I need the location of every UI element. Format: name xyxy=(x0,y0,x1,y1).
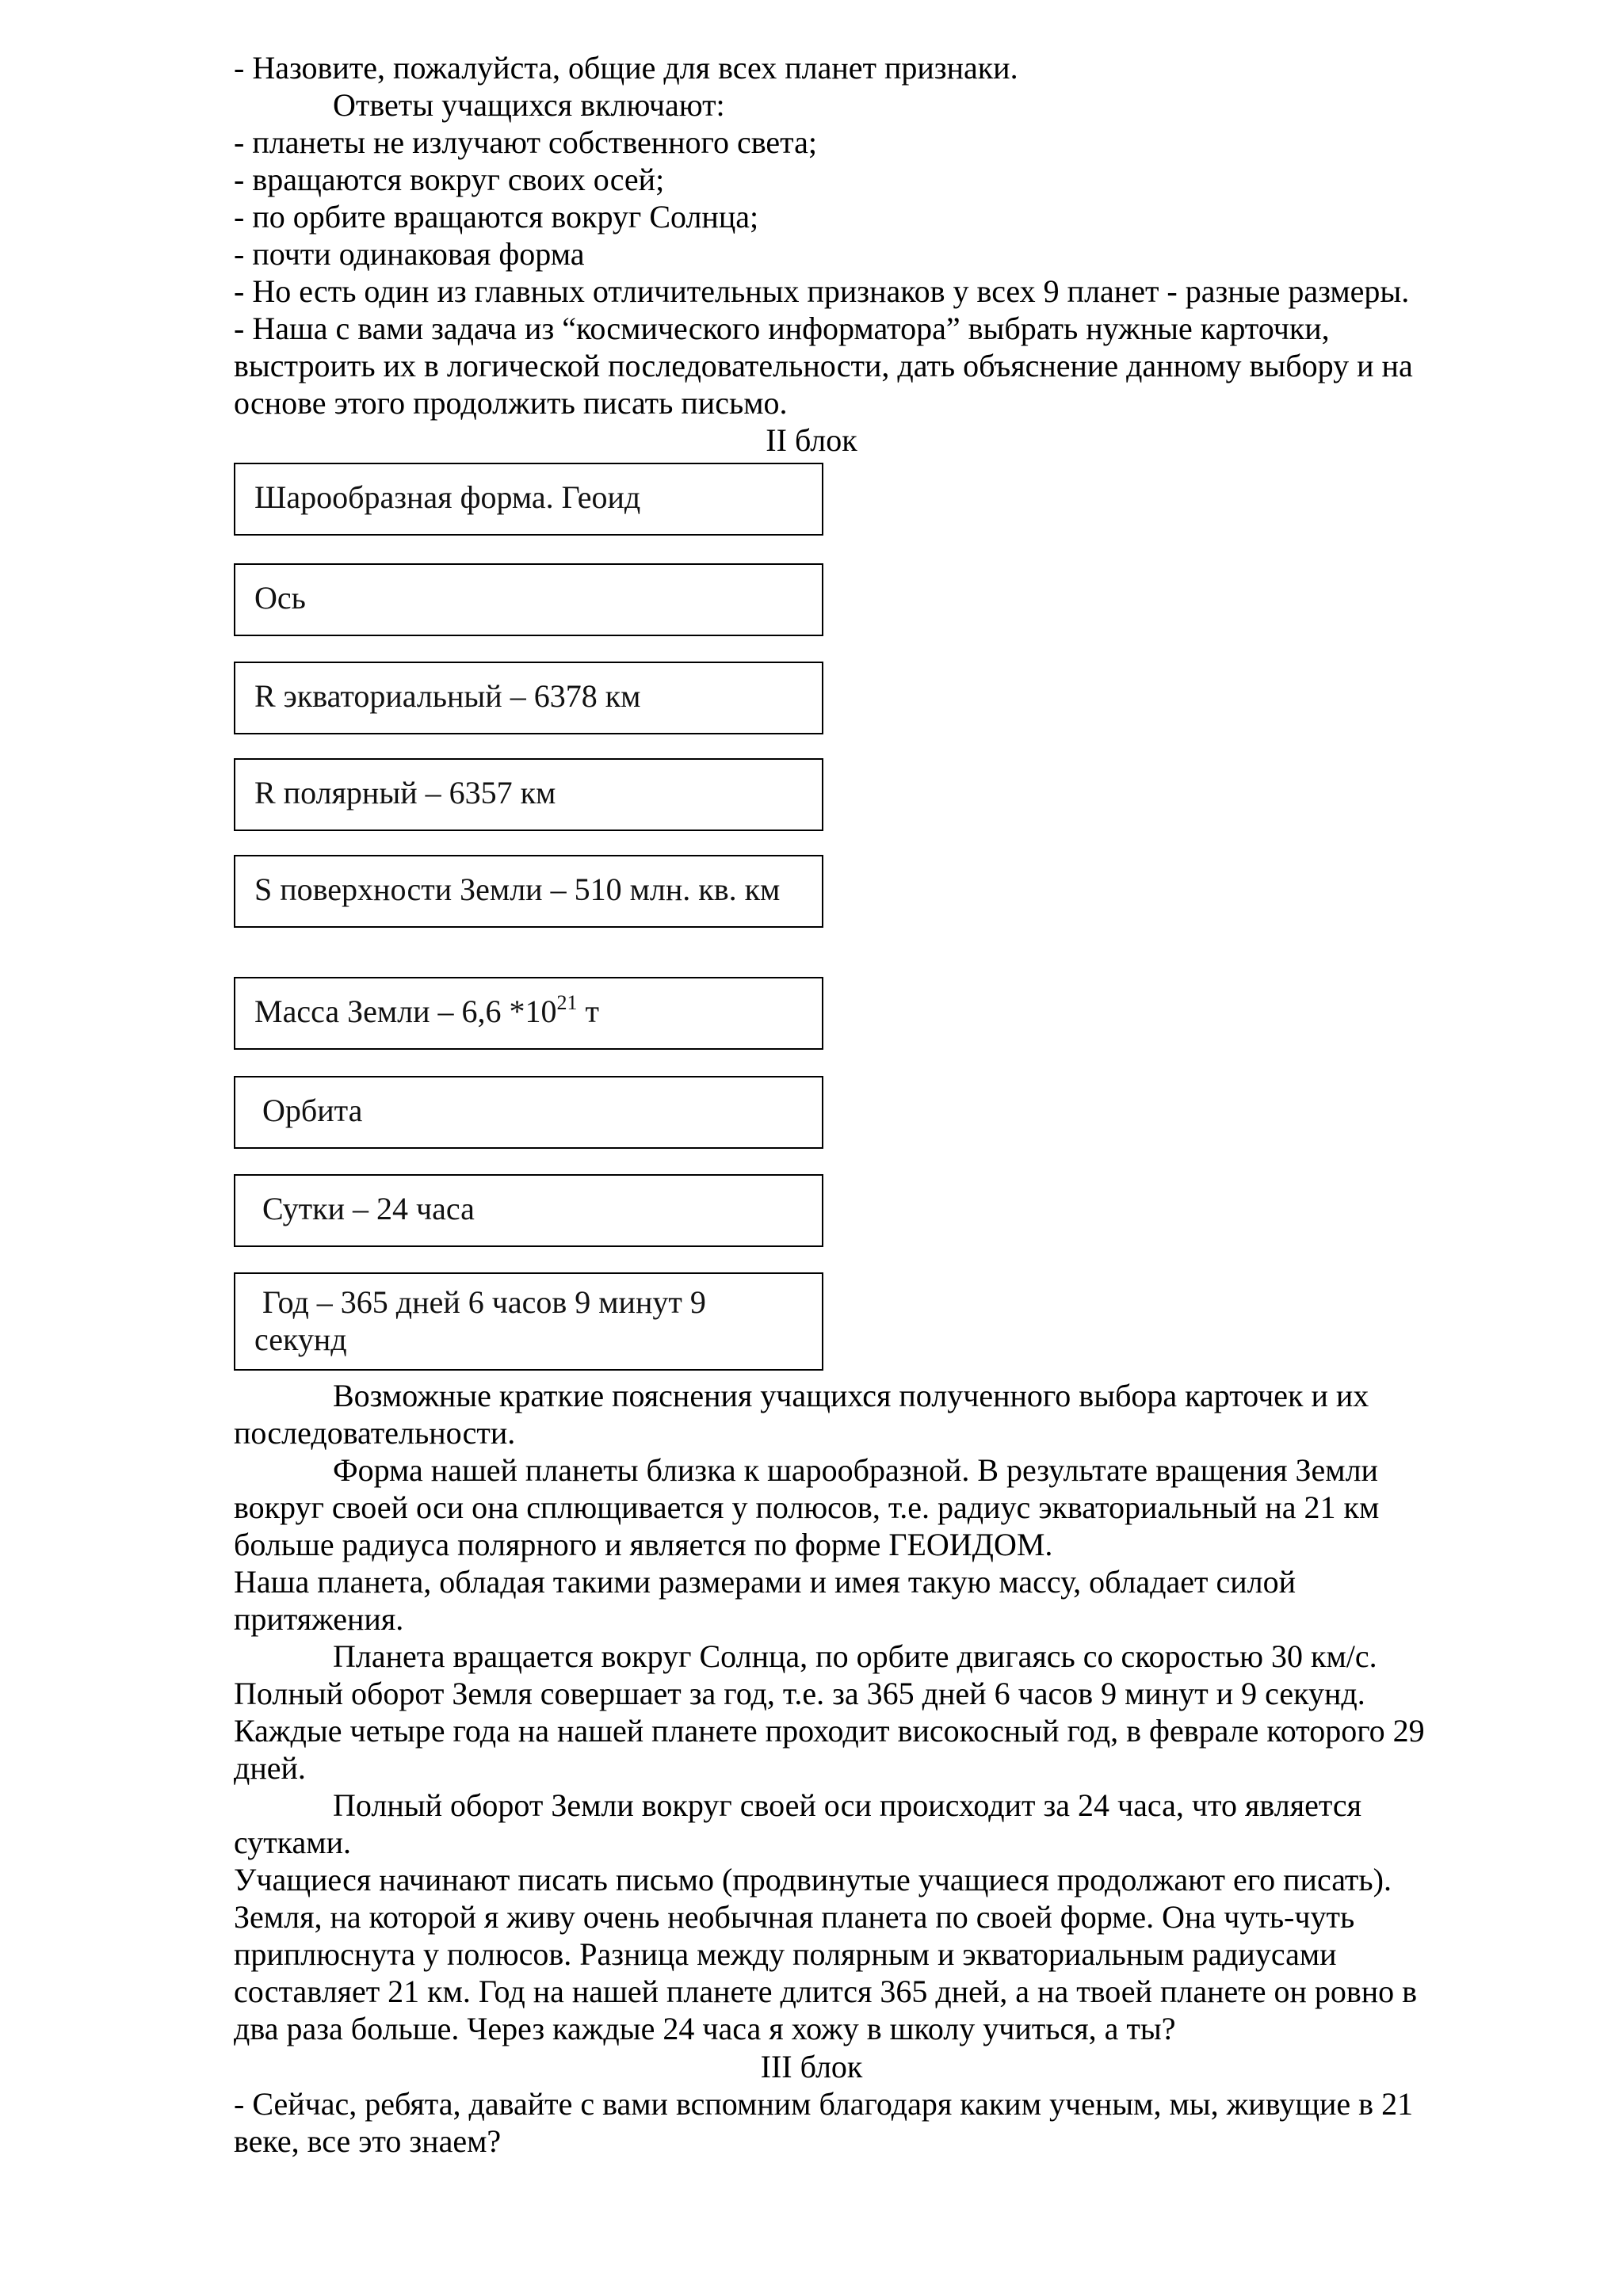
text-line: - по орбите вращаются вокруг Солнца; xyxy=(234,199,759,235)
card-label: Шарообразная форма. Геоид xyxy=(254,479,641,515)
info-card-surface-area xyxy=(234,855,823,928)
text-line: - вращаются вокруг своих осей; xyxy=(234,162,665,197)
explanation-section xyxy=(234,1377,1486,2047)
closing-section xyxy=(234,2085,1486,2160)
block-heading-ii: II блок xyxy=(766,422,857,458)
text-line: два раза больше. Через каждые 24 часа я хожу в школу учиться, а ты? xyxy=(234,2011,1176,2046)
text-line: - Наша с вами задача из “космического информатора” выбрать нужные карточки, xyxy=(234,311,1330,346)
info-card-year xyxy=(234,1272,823,1371)
card-unit: т xyxy=(577,994,600,1029)
card-label: S поверхности Земли – 510 млн. кв. км xyxy=(254,871,781,907)
text-line: - Сейчас, ребята, давайте с вами вспомним благодаря каким ученым, мы, живущие в 21 xyxy=(234,2086,1414,2122)
card-label: Ось xyxy=(254,580,306,616)
text-line: Учащиеся начинают писать письмо (продвинутые учащиеся продолжают его писать). xyxy=(234,1862,1392,1897)
text-line: вокруг своей оси она сплющивается у полюсов, т.е. радиус экваториальный на 21 км xyxy=(234,1489,1380,1525)
text-line: веке, все это знаем? xyxy=(234,2123,502,2159)
text-line: Форма нашей планеты близка к шарообразной. В результате вращения Земли xyxy=(333,1452,1378,1488)
card-label-line: Год – 365 дней 6 часов 9 минут 9 xyxy=(262,1284,706,1320)
text-line: - планеты не излучают собственного света; xyxy=(234,124,817,160)
text-line: выстроить их в логической последовательности, дать объяснение данному выбору и на xyxy=(234,348,1413,383)
text-line: - Назовите, пожалуйста, общие для всех планет признаки. xyxy=(234,50,1018,86)
text-line: Планета вращается вокруг Солнца, по орбите двигаясь со скоростью 30 км/с. xyxy=(333,1638,1377,1674)
text-line: Полный оборот Земли вокруг своей оси происходит за 24 часа, что является xyxy=(333,1787,1361,1823)
info-card-shape xyxy=(234,463,823,536)
text-line: больше радиуса полярного и является по форме ГЕОИДОМ. xyxy=(234,1527,1053,1562)
text-line: составляет 21 км. Год на нашей планете длится 365 дней, а на твоей планете он ровно в xyxy=(234,1974,1418,2009)
text-line: - почти одинаковая форма xyxy=(234,236,585,272)
text-line: Земля, на которой я живу очень необычная планета по своей форме. Она чуть-чуть xyxy=(234,1899,1355,1935)
text-line: - Но есть один из главных отличительных признаков у всех 9 планет - разные размеры. xyxy=(234,273,1410,309)
text-line: дней. xyxy=(234,1750,306,1786)
text-line: основе этого продолжить писать письмо. xyxy=(234,385,788,421)
text-line: приплюснута у полюсов. Разница между полярным и экваториальным радиусами xyxy=(234,1936,1337,1972)
card-label: Орбита xyxy=(262,1093,363,1128)
intro-section xyxy=(234,49,1486,421)
info-card-day xyxy=(234,1174,823,1247)
card-exponent: 21 xyxy=(556,991,578,1014)
info-card-polar-radius xyxy=(234,758,823,831)
text-line: Каждые четыре года на нашей планете проходит високосный год, в феврале которого 29 xyxy=(234,1713,1425,1749)
card-label-line: секунд xyxy=(254,1322,347,1357)
card-label: Масса Земли – 6,6 *10 xyxy=(254,994,557,1029)
text-line: Полный оборот Земля совершает за год, т.е. за 365 дней 6 часов 9 минут и 9 секунд. xyxy=(234,1676,1365,1711)
text-line: Возможные краткие пояснения учащихся полученного выбора карточек и их xyxy=(333,1378,1369,1413)
text-line: последовательности. xyxy=(234,1415,516,1451)
info-card-orbit xyxy=(234,1076,823,1149)
block-heading-iii: III блок xyxy=(760,2049,863,2084)
text-line: Ответы учащихся включают: xyxy=(333,87,725,123)
info-card-axis xyxy=(234,563,823,636)
card-label: R полярный – 6357 км xyxy=(254,775,556,810)
text-line: Наша планета, обладая такими размерами и имея такую массу, обладает силой xyxy=(234,1564,1296,1600)
text-line: притяжения. xyxy=(234,1601,404,1637)
text-line: сутками. xyxy=(234,1825,352,1860)
card-label: R экваториальный – 6378 км xyxy=(254,678,641,714)
card-label: Сутки – 24 часа xyxy=(262,1191,475,1226)
info-card-mass xyxy=(234,977,823,1050)
info-card-equatorial-radius xyxy=(234,662,823,734)
